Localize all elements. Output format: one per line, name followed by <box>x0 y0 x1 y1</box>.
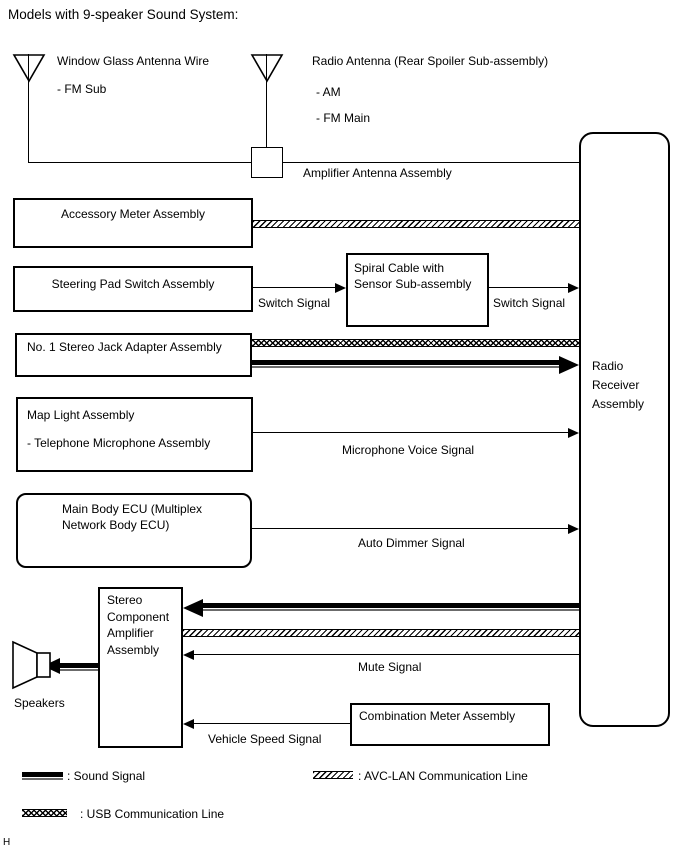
speakers-label: Speakers <box>14 696 65 710</box>
auto-dimmer-signal-line <box>252 528 568 529</box>
stereo-jack-adapter-box <box>15 333 252 377</box>
accessory-meter-box <box>13 198 253 248</box>
radio-receiver-label-line3: Assembly <box>592 397 645 411</box>
usb-line-stereo-jack <box>252 339 579 347</box>
arrowhead-left-icon <box>183 599 203 617</box>
map-light-box <box>16 397 253 472</box>
vehicle-speed-signal-line <box>194 723 350 724</box>
vehicle-speed-signal-label: Vehicle Speed Signal <box>208 732 322 746</box>
stereo-jack-adapter-label: No. 1 Stereo Jack Adapter Assembly <box>27 340 222 354</box>
window-glass-antenna-label: Window Glass Antenna Wire <box>57 54 210 68</box>
microphone-voice-signal-line <box>253 432 568 433</box>
arrowhead-right-icon <box>335 283 346 293</box>
stereo-amplifier-label-line2: Component <box>107 609 170 624</box>
radio-antenna-label: Radio Antenna (Rear Spoiler Sub-assembly) <box>312 54 549 68</box>
arrowhead-right-icon <box>568 524 579 534</box>
avc-lan-legend-swatch <box>313 771 353 779</box>
antenna-feed-line <box>29 162 579 163</box>
switch-signal-label-right: Switch Signal <box>493 296 566 310</box>
avc-lan-legend-label: : AVC-LAN Communication Line <box>358 769 528 783</box>
steering-pad-switch-box <box>13 266 253 312</box>
spiral-cable-label-line1: Spiral Cable with <box>354 261 445 275</box>
switch-signal-line-left <box>253 287 336 288</box>
radio-receiver-label-line1: Radio <box>592 359 624 373</box>
arrowhead-left-icon <box>183 719 194 729</box>
auto-dimmer-signal-label: Auto Dimmer Signal <box>358 536 465 550</box>
spiral-cable-label-line2: Sensor Sub-assembly <box>354 277 472 291</box>
avc-lan-line-amplifier <box>183 629 579 637</box>
am-fm-antenna-icon <box>250 53 284 83</box>
usb-legend-swatch <box>22 809 67 817</box>
sound-signal-line-to-radio <box>252 360 560 368</box>
usb-legend-label: : USB Communication Line <box>80 807 225 821</box>
fm-sub-label: - FM Sub <box>57 82 107 96</box>
amplifier-antenna-box <box>251 147 283 178</box>
arrowhead-right-icon <box>568 283 579 293</box>
sound-signal-legend-swatch <box>22 772 63 780</box>
microphone-voice-signal-label: Microphone Voice Signal <box>342 443 475 457</box>
stereo-amplifier-label-line3: Amplifier <box>107 626 154 640</box>
sound-signal-legend-label: : Sound Signal <box>67 769 146 783</box>
steering-pad-switch-label: Steering Pad Switch Assembly <box>51 277 215 291</box>
stereo-amplifier-label-line4: Assembly <box>107 642 160 657</box>
arrowhead-right-icon <box>568 428 579 438</box>
am-label: - AM <box>316 85 341 99</box>
sound-signal-line-to-speakers <box>58 663 98 671</box>
page-marker: H <box>3 837 11 848</box>
mute-signal-line <box>194 654 579 655</box>
combination-meter-label: Combination Meter Assembly <box>359 709 516 723</box>
radio-receiver-label-line2: Receiver <box>592 378 640 392</box>
speaker-icon <box>12 641 52 689</box>
map-light-label: Map Light Assembly <box>27 408 135 422</box>
radio-receiver-box <box>579 132 670 727</box>
fm-sub-antenna-icon <box>12 53 46 83</box>
main-body-ecu-label-line1: Main Body ECU (Multiplex <box>62 502 203 516</box>
main-body-ecu-label-line2: Network Body ECU) <box>62 518 170 532</box>
sound-signal-line-to-amplifier <box>201 603 579 611</box>
amplifier-antenna-label: Amplifier Antenna Assembly <box>303 166 452 180</box>
telephone-microphone-label: - Telephone Microphone Assembly <box>27 436 211 450</box>
stereo-amplifier-label-line1: Stereo <box>107 593 143 607</box>
mute-signal-label: Mute Signal <box>358 660 422 674</box>
spiral-cable-box <box>346 253 489 327</box>
switch-signal-label-left: Switch Signal <box>258 296 331 310</box>
arrowhead-left-icon <box>183 650 194 660</box>
fm-main-label: - FM Main <box>316 111 370 125</box>
switch-signal-line-right <box>489 287 569 288</box>
page-title: Models with 9-speaker Sound System: <box>8 7 239 22</box>
main-body-ecu-box <box>16 493 252 568</box>
stereo-amplifier-box <box>98 587 183 748</box>
combination-meter-box <box>350 703 550 746</box>
arrowhead-right-icon <box>559 356 579 374</box>
accessory-meter-label: Accessory Meter Assembly <box>60 207 206 221</box>
avc-lan-line-accessory <box>253 220 579 228</box>
